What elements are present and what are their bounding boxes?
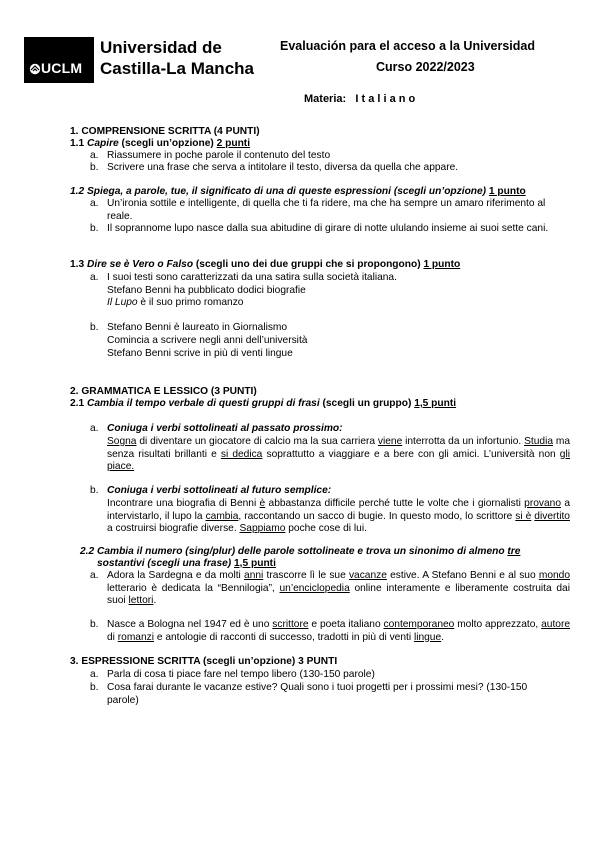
section-1-heading: 1. COMPRENSIONE SCRITTA (4 PUNTI) xyxy=(70,126,260,137)
question-2-2-cont: sostantivi (scegli una frase) 1,5 punti xyxy=(97,558,276,569)
option-3-b-cont: parole) xyxy=(107,695,139,706)
university-name-line2: Castilla-La Mancha xyxy=(100,59,254,78)
statement-1-3-a2: Stefano Benni ha pubblicato dodici biografie xyxy=(107,285,306,296)
section-3-heading: 3. ESPRESSIONE SCRITTA (scegli un’opzione) 3 PUNTI xyxy=(70,656,338,667)
points: 2 punti xyxy=(216,138,251,149)
university-name-line1: Universidad de xyxy=(100,38,222,57)
subject-line xyxy=(304,93,415,105)
subject-label: Materia: xyxy=(304,93,347,105)
task-2-1-a-text: Sogna di diventare un giocatore di calcio ma la sua carriera viene interrotta da un infortunio. Studia ma senza risultati brillanti e si dedica soprattutto a viaggiare e a bere con gli amici. L’università non gli piace. xyxy=(107,436,571,473)
option-1-2-b: Il soprannome lupo nasce dalla sua abitudine di girare di notte ululando insieme ai suoi sette cani. xyxy=(107,223,549,234)
exam-title: Evaluación para el acceso a la Universidad xyxy=(280,39,535,53)
statement-1-3-a1: I suoi testi sono caratterizzati da una satira sulla società italiana. xyxy=(107,272,397,283)
statement-1-3-b2: Comincia a scrivere negli anni dell’università xyxy=(107,335,308,346)
question-2-2: 2.2 Cambia il numero (sing/plur) delle parole sottolineate e trova un sinonimo di almeno tre xyxy=(80,546,521,557)
question-1-1: 1.1 Capire (scegli un’opzione) 2 punti xyxy=(70,138,251,149)
question-1-3: 1.3 Dire se è Vero o Falso (scegli uno dei due gruppi che si propongono) 1 punto xyxy=(70,259,461,270)
task-2-1-a-title: Coniuga i verbi sottolineati al passato prossimo: xyxy=(107,423,343,434)
task-2-1-b-text: Incontrare una biografia di Benni è abbastanza difficile perché tutte le volte che i giornalisti provano a intervistarlo, il lupo la cambia, raccontando un sacco di bugie. In questo modo, lo scrittore si è divertito a costruirsi biografie diverse. Sappiamo poche cose di lui. xyxy=(107,498,570,535)
question-2-1: 2.1 Cambia il tempo verbale di questi gruppi di frasi (scegli un gruppo) 1,5 punti xyxy=(70,398,457,409)
statement-1-3-b1: Stefano Benni è laureato in Giornalismo xyxy=(107,322,288,333)
task-2-1-b-title: Coniuga i verbi sottolineati al futuro semplice: xyxy=(107,485,332,496)
subject-value: I t a l i a n o xyxy=(355,93,416,105)
section-2-heading: 2. GRAMMATICA E LESSICO (3 PUNTI) xyxy=(70,386,257,397)
logo-text: UCLM xyxy=(41,60,83,76)
option-1-1-b: Scrivere una frase che serva a intitolare il testo, diversa da quella che appare. xyxy=(107,162,459,173)
option-3-a: Parla di cosa ti piace fare nel tempo libero (130-150 parole) xyxy=(107,669,375,680)
course-year: Curso 2022/2023 xyxy=(376,60,475,74)
question-1-2: 1.2 Spiega, a parole, tue, il significato di una di queste espressioni (scegli un’opzione) 1 punto xyxy=(70,186,526,197)
option-1-2-a: Un’ironia sottile e intelligente, di quella che ti fa ridere, ma che ha sempre un amaro riferimento al reale. xyxy=(107,198,546,222)
statement-1-3-a3: Il Lupo è il suo primo romanzo xyxy=(107,297,244,308)
option-1-1-a: Riassumere in poche parole il contenuto del testo xyxy=(107,150,331,161)
uclm-emblem-icon xyxy=(29,63,41,75)
task-2-2-b-text: Nasce a Bologna nel 1947 ed è uno scrittore e poeta italiano contemporaneo molto apprezzato, autore di romanzi e antologie di racconti di successo, tradotti in più di venti lingue. xyxy=(107,619,571,643)
task-2-2-a-text: Adora la Sardegna e da molti anni trascorre lì le sue vacanze estive. A Stefano Benni e al suo mondo letterario è dedicata la “Bennilogia”, un’enciclopedia online interamente e liberamente costruita dai suoi lettori. xyxy=(107,570,570,607)
statement-1-3-b3: Stefano Benni scrive in più di venti lingue xyxy=(107,348,293,359)
option-3-b: Cosa farai durante le vacanze estive? Quali sono i tuoi progetti per i prossimi mesi? (130-150 xyxy=(107,682,528,693)
